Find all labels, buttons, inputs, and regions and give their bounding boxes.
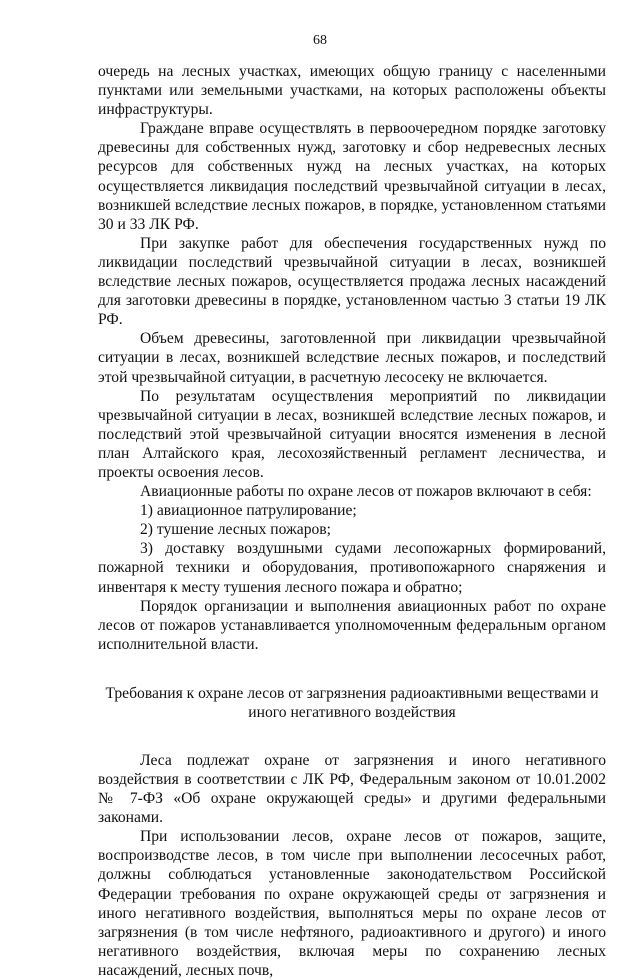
paragraph-citizens-rights: Граждане вправе осуществлять в первоочередном порядке заготовку древесины для собственных нужд, заготовку и сбор недревесных лесных ресурсов для собственных нужд на лесных участках, на которых осуществляется ликвидация последствий чрезвычайной ситуации в лесах, возникшей вследствие лесных пожаров, в порядке, установленном статьями 30 и 33 ЛК РФ. bbox=[98, 120, 606, 233]
paragraph-continuation: очередь на лесных участках, имеющих общую границу с населенными пунктами или земельными участками, на которых расположены объекты инфраструктуры. bbox=[98, 63, 606, 119]
page-number: 68 bbox=[313, 33, 327, 48]
section-heading-line-2: иного негативного воздействия bbox=[248, 703, 456, 721]
paragraph-forest-use-requirements: При использовании лесов, охране лесов от пожаров, защите, воспроизводстве лесов, в том числе при выполнении лесосечных работ, должны соблюдаться установленные законодательством Российской Федерации требования по охране окружающей среды от загрязнения и иного негативного воздействия, выполняться меры по охране лесов от загрязнения (в том числе нефтяного, радиоактивного и другого) и иного негативного воздействия, включая меры по сохранению лесных насаждений, лесных почв, bbox=[98, 828, 606, 979]
section-heading-line-1: Требования к охране лесов от загрязнения радиоактивными веществами и bbox=[105, 684, 599, 702]
paragraph-plan-changes: По результатам осуществления мероприятий по ликвидации чрезвычайной ситуации в лесах, возникшей вследствие лесных пожаров, и последствий этой чрезвычайной ситуации вносятся изменения в лесной план Алтайского края, лесохозяйственный регламент лесничества, и проекты освоения лесов. bbox=[98, 387, 606, 481]
document-body bbox=[98, 62, 606, 980]
list-item-patrol: 1) авиационное патрулирование; bbox=[140, 502, 357, 520]
paragraph-procurement: При закупке работ для обеспечения государственных нужд по ликвидации последствий чрезвычайной ситуации в лесах, возникшей вследствие лесных пожаров, осуществляется продажа лесных насаждений для заготовки древесины в порядке, установленном частью 3 статьи 19 ЛК РФ. bbox=[98, 234, 606, 329]
paragraph-aviation-intro: Авиационные работы по охране лесов от пожаров включают в себя: bbox=[140, 483, 592, 501]
paragraph-aviation-procedure: Порядок организации и выполнения авиационных работ по охране лесов от пожаров устанавливается уполномоченным федеральным органом исполнительной власти. bbox=[98, 597, 606, 653]
section-heading bbox=[98, 684, 606, 722]
paragraph-timber-volume: Объем древесины, заготовленной при ликвидации чрезвычайной ситуации в лесах, возникшей вследствие лесных пожаров, и последствий этой чрезвычайной ситуации, в расчетную лесосеку не включается. bbox=[98, 330, 606, 386]
list-item-firefighting: 2) тушение лесных пожаров; bbox=[140, 521, 332, 539]
list-item-delivery: 3) доставку воздушными судами лесопожарных формирований, пожарной техники и оборудования, противопожарного снаряжения и инвентаря к месту тушения лесного пожара и обратно; bbox=[98, 540, 606, 596]
paragraph-pollution-protection: Леса подлежат охране от загрязнения и иного негативного воздействия в соответствии с ЛК РФ, Федеральным законом от 10.01.2002 № 7-ФЗ «Об охране окружающей среды» и другими федеральными законами. bbox=[98, 751, 606, 827]
